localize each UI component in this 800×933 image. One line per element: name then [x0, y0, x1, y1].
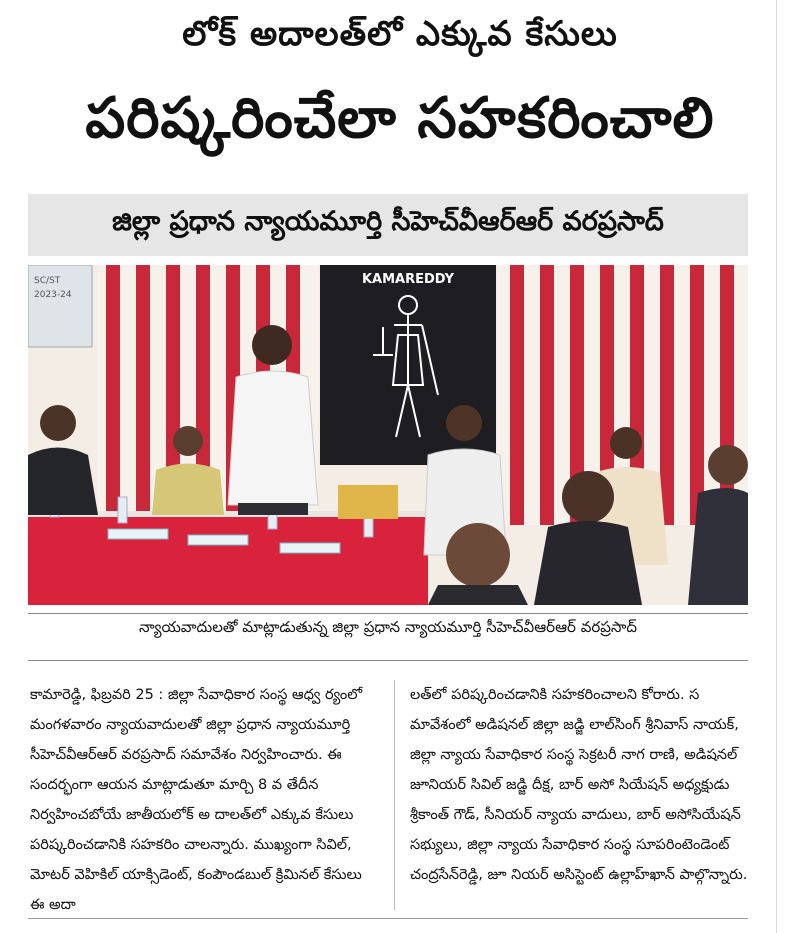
- column-divider: [394, 680, 395, 910]
- article-subhead: జిల్లా ప్రధాన న్యాయమూర్తి సీహెచ్‌వీఆర్ఆర్ వరప్రసాద్: [112, 206, 664, 237]
- table-paper: [280, 543, 340, 553]
- caption-top-rule: [28, 613, 748, 614]
- table-paper: [188, 535, 248, 545]
- article-subhead-band: [28, 194, 748, 256]
- chair-back: [338, 485, 398, 519]
- water-bottle: [118, 497, 127, 523]
- whiteboard-text-2: 2023-24: [34, 290, 72, 300]
- article-headline: పరిష్కరించేలా సహకరించాలి: [85, 86, 715, 151]
- whiteboard-text: SC/ST: [34, 276, 61, 286]
- photo-caption: న్యాయవాదులతో మాట్లాడుతున్న జిల్లా ప్రధాన న్యాయమూర్తి సీహెచ్‌వీఆర్ఆర్ వరప్రసాద్: [139, 618, 637, 636]
- news-photo: [28, 265, 748, 605]
- court-banner-sign: KAMAREDDY: [361, 272, 455, 287]
- article-bottom-rule: [28, 918, 748, 919]
- news-photo-illustration: [28, 265, 748, 605]
- article-kicker: లోక్ అదాలత్‌లో ఎక్కువ కేసులు: [182, 14, 618, 54]
- article-body-column-2: లత్‌లో పరిష్కరించడానికి సహకరించాలని కోరారు. స మావేశంలో అడిషనల్ జిల్లా జడ్జి లాల్‌సింగ్ శ్రీనివాస్ నాయక్, జిల్లా న్యాయ సేవాధికార సంస్థ సెక్రటరీ నాగ రాణి, అడిషనల్ జూనియర్ సివిల్ జడ్జి దీక్ష, బార్ అసో సియేషన్ అధ్యక్షుడు శ్రీకాంత్ గౌడ్, సీనియర్ న్యాయ వాదులు, బార్ అసోసియేషన్ సభ్యులు, జిల్లా న్యాయ సేవాధికార సంస్థ సూపరింటెండెంట్ చంద్రసేన్‌రెడ్డి, జూ నియర్ అసిస్టెంట్ ఉల్లాహ్‌ఖాన్ పాల్గొన్నారు.: [410, 687, 748, 883]
- caption-bottom-rule: [28, 660, 748, 661]
- table-paper: [108, 529, 168, 539]
- article-body-column-1: కామారెడ్డి, ఫిబ్రవరి 25 : జిల్లా సేవాధికార సంస్థ ఆధ్వ ర్యంలో మంగళవారం న్యాయవాదులతో జిల్లా ప్రధాన న్యాయమూర్తి సీహెచ్‌వీఆర్ఆర్ వరప్రసాద్ సమావేశం నిర్వహించారు. ఈ సందర్భంగా ఆయన మాట్లాడుతూ మార్చి 8 వ తేదీన నిర్వహించబోయే జాతీయలోక్ అ దాలత్‌లో ఎక్కువ కేసులు పరిష్కరించడానికి సహకరిం చాలన్నారు. ముఖ్యంగా సివిల్, మోటర్ వెహికిల్ యాక్సిడెంట్, కంపౌండబుల్ క్రిమినల్ కేసులు ఈ అదా: [30, 687, 363, 913]
